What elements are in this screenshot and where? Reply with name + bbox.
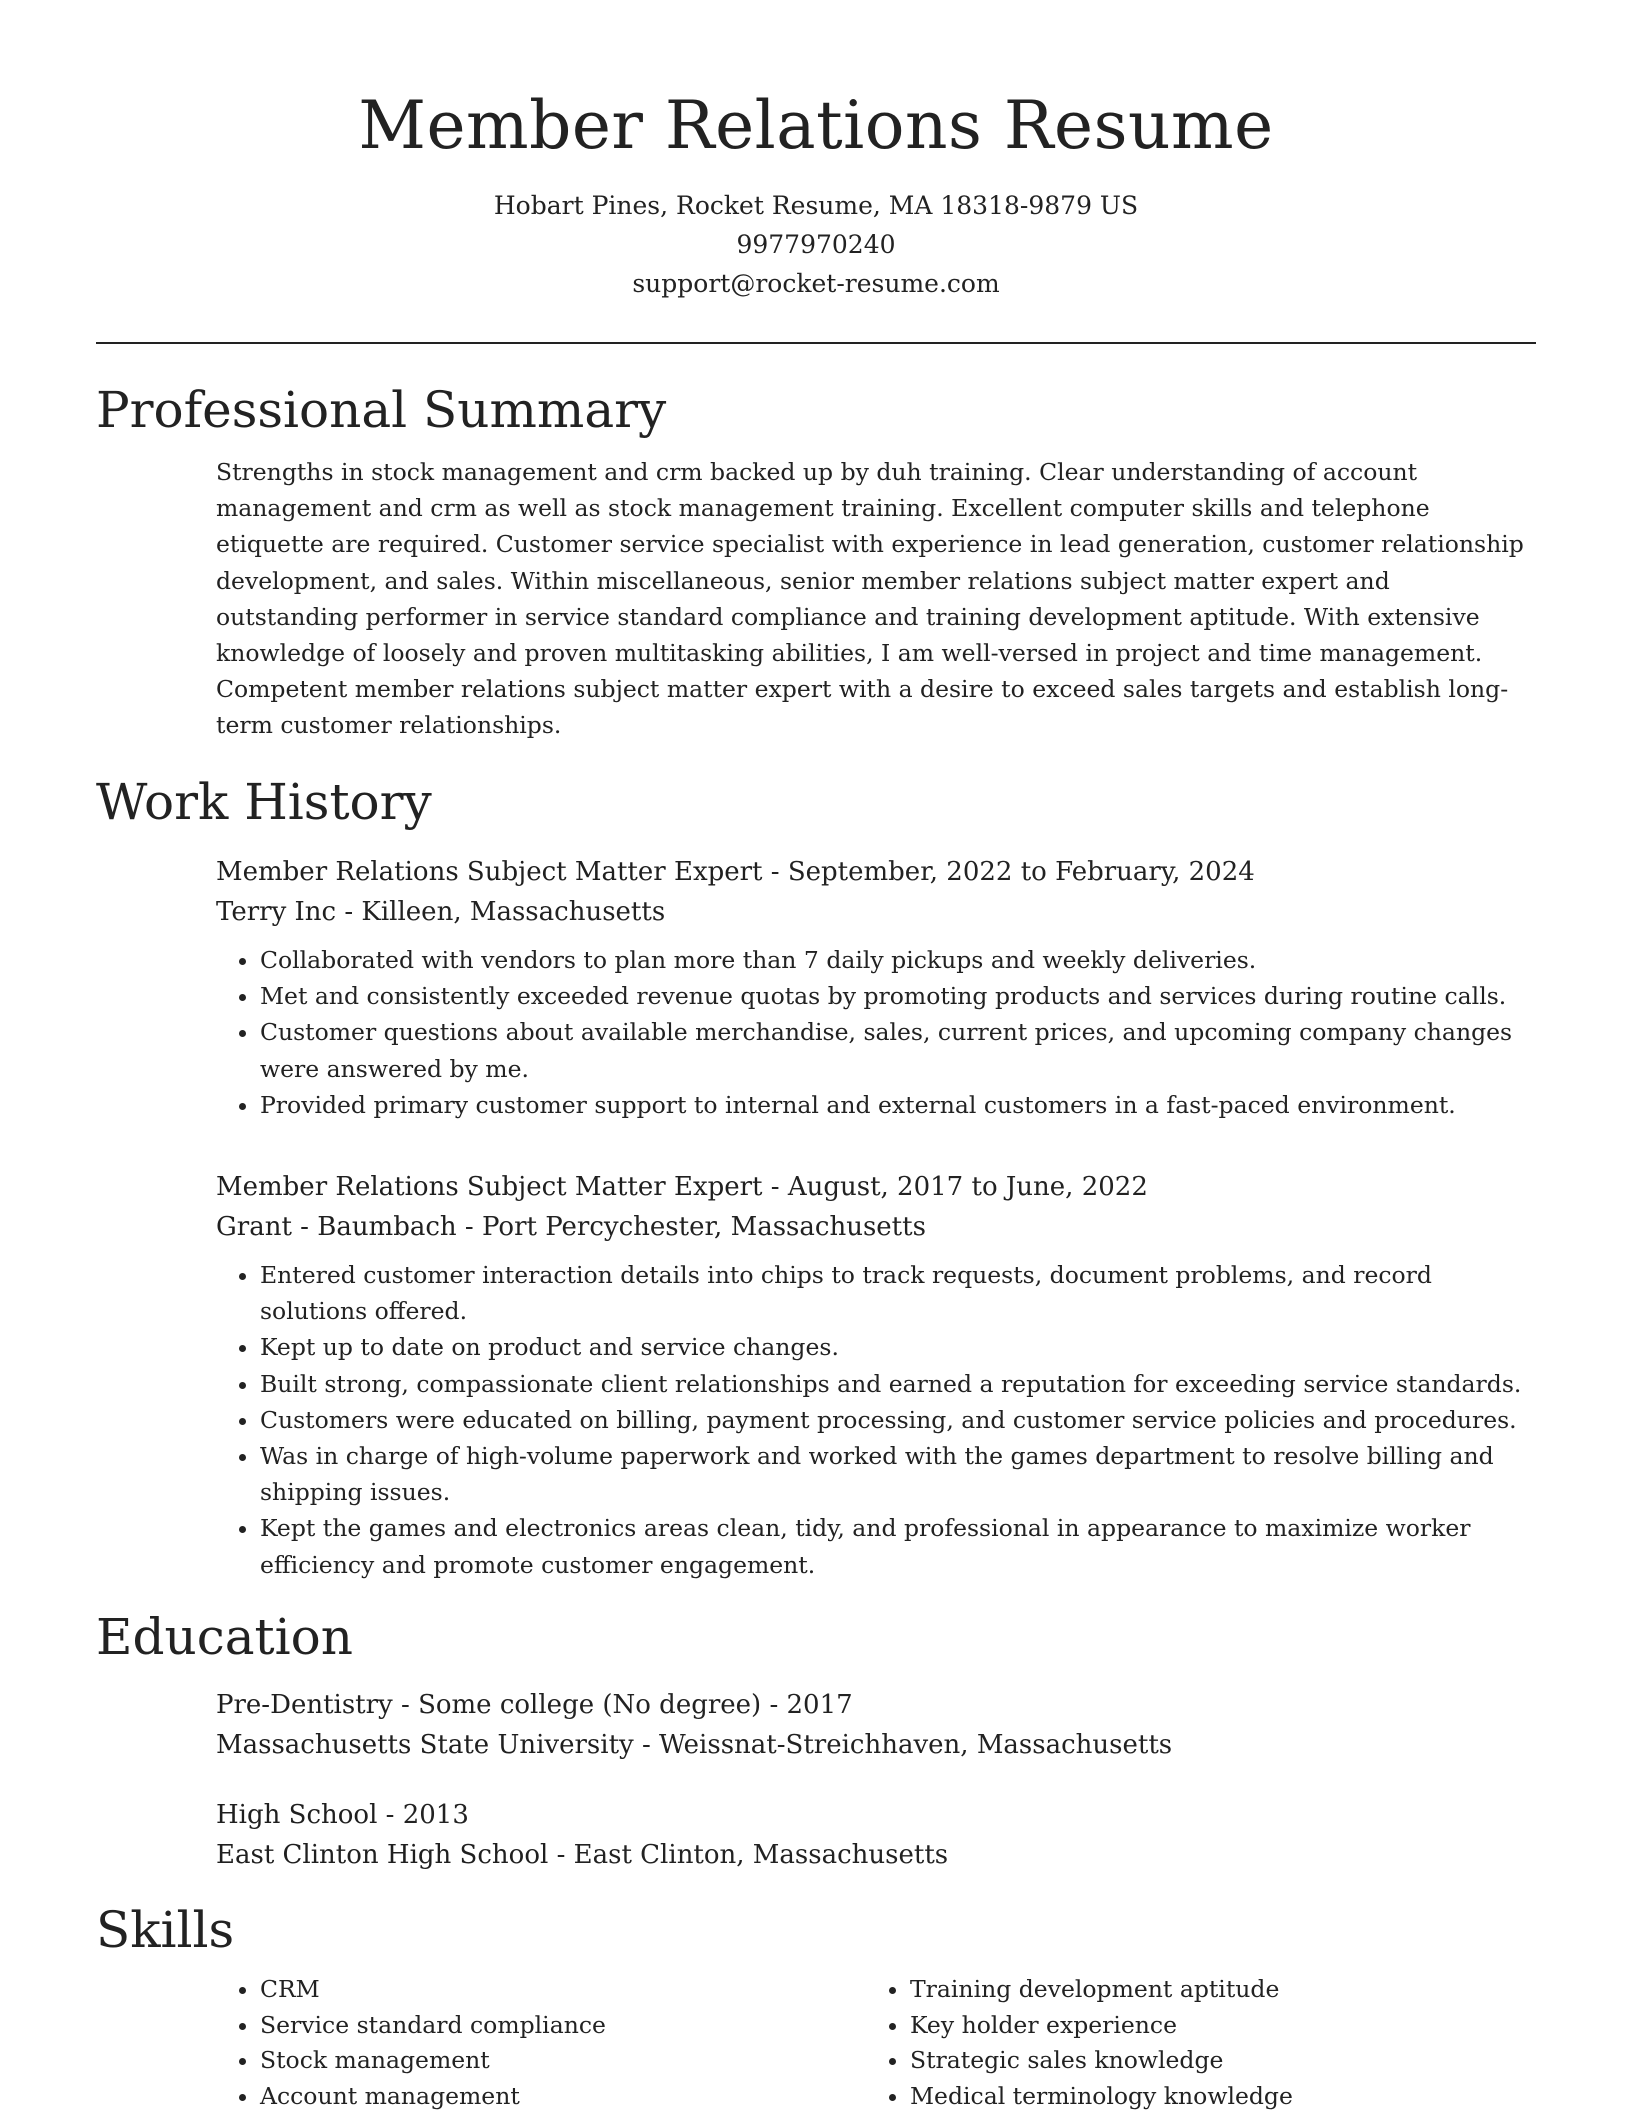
job-bullet: • Kept up to date on product and service changes. (260, 1329, 1536, 1365)
education-program-line (216, 1795, 1536, 1835)
job-company-line (216, 1207, 1536, 1247)
education-section (96, 1607, 1536, 1875)
contact-phone: 9977970240 (96, 225, 1536, 264)
job-title-line (216, 1167, 1536, 1207)
job-entry (216, 1167, 1536, 1583)
job-company: Terry Inc (216, 897, 336, 927)
job-bullet: • Customer questions about available merchandise, sales, current prices, and upcoming company changes were answered by me. (260, 1014, 1536, 1086)
job-role: Member Relations Subject Matter Expert (216, 857, 763, 887)
job-bullets (216, 1257, 1536, 1583)
education-location: - East Clinton, Massachusetts (548, 1840, 948, 1870)
skill-item: • Stock management (260, 2043, 866, 2079)
education-heading: Education (96, 1607, 1536, 1667)
work-history-section (96, 772, 1536, 1583)
contact-address: Hobart Pines, Rocket Resume, MA 18318-9879 US (96, 186, 1536, 225)
skills-columns (216, 1972, 1536, 2114)
job-bullet: • Customers were educated on billing, payment processing, and customer service policies and procedures. (260, 1402, 1536, 1438)
contact-email: support@rocket-resume.com (96, 264, 1536, 303)
education-detail: - 2013 (377, 1800, 468, 1830)
skill-item: • Account management (260, 2079, 866, 2114)
education-school-line (216, 1725, 1536, 1765)
job-company-line (216, 892, 1536, 932)
education-entry (216, 1685, 1536, 1765)
education-detail: - Some college (No degree) - 2017 (393, 1690, 853, 1720)
skill-item: • Medical terminology knowledge (910, 2079, 1516, 2114)
contact-block (96, 186, 1536, 303)
education-location: - Weissnat-Streichhaven, Massachusetts (634, 1730, 1172, 1760)
job-dates: - August, 2017 to June, 2022 (763, 1172, 1148, 1202)
skill-item: • Training development aptitude (910, 1972, 1516, 2008)
job-location: - Killeen, Massachusetts (336, 897, 665, 927)
summary-section (96, 380, 1536, 744)
work-history-heading: Work History (96, 772, 1536, 832)
education-entry (216, 1795, 1536, 1875)
education-school: East Clinton High School (216, 1840, 548, 1870)
skill-item: • Service standard compliance (260, 2008, 866, 2044)
resume-header (96, 84, 1536, 303)
job-title-line (216, 852, 1536, 892)
job-role: Member Relations Subject Matter Expert (216, 1172, 763, 1202)
job-bullets (216, 942, 1536, 1123)
summary-heading: Professional Summary (96, 380, 1536, 440)
header-divider (96, 342, 1536, 344)
education-school: Massachusetts State University (216, 1730, 634, 1760)
skills-heading: Skills (96, 1900, 1536, 1960)
resume-title: Member Relations Resume (96, 84, 1536, 168)
job-bullet: • Kept the games and electronics areas clean, tidy, and professional in appearance to maximize worker efficiency and promote customer engagement. (260, 1510, 1536, 1582)
education-program-line (216, 1685, 1536, 1725)
job-entry (216, 852, 1536, 1123)
job-bullet: • Entered customer interaction details into chips to track requests, document problems, and record solutions offered. (260, 1257, 1536, 1329)
job-bullet: • Met and consistently exceeded revenue quotas by promoting products and services during routine calls. (260, 978, 1536, 1014)
skills-list-left (216, 1972, 866, 2114)
education-program: Pre-Dentistry (216, 1690, 393, 1720)
education-program: High School (216, 1800, 377, 1830)
job-bullet: • Was in charge of high-volume paperwork and worked with the games department to resolve billing and shipping issues. (260, 1438, 1536, 1510)
skill-item: • Strategic sales knowledge (910, 2043, 1516, 2079)
job-location: - Port Percychester, Massachusetts (457, 1212, 926, 1242)
job-bullet: • Provided primary customer support to internal and external customers in a fast-paced environment. (260, 1087, 1536, 1123)
skills-list-right (866, 1972, 1516, 2114)
summary-text: Strengths in stock management and crm backed up by duh training. Clear understanding of account management and crm as well as stock management training. Excellent computer skills and telephone etiquette are required. Customer service specialist with experience in lead generation, customer relationship development, and sales. Within miscellaneous, senior member relations subject matter expert and outstanding performer in service standard compliance and training development aptitude. With extensive knowledge of loosely and proven multitasking abilities, I am well-versed in project and time management. Competent member relations subject matter expert with a desire to exceed sales targets and establish long-term customer relationships. (216, 454, 1536, 744)
skill-item: • CRM (260, 1972, 866, 2008)
job-bullet: • Built strong, compassionate client relationships and earned a reputation for exceeding service standards. (260, 1366, 1536, 1402)
skill-item: • Key holder experience (910, 2008, 1516, 2044)
job-dates: - September, 2022 to February, 2024 (763, 857, 1255, 887)
job-bullet: • Collaborated with vendors to plan more than 7 daily pickups and weekly deliveries. (260, 942, 1536, 978)
skills-section (96, 1900, 1536, 2114)
job-company: Grant - Baumbach (216, 1212, 457, 1242)
education-school-line (216, 1835, 1536, 1875)
